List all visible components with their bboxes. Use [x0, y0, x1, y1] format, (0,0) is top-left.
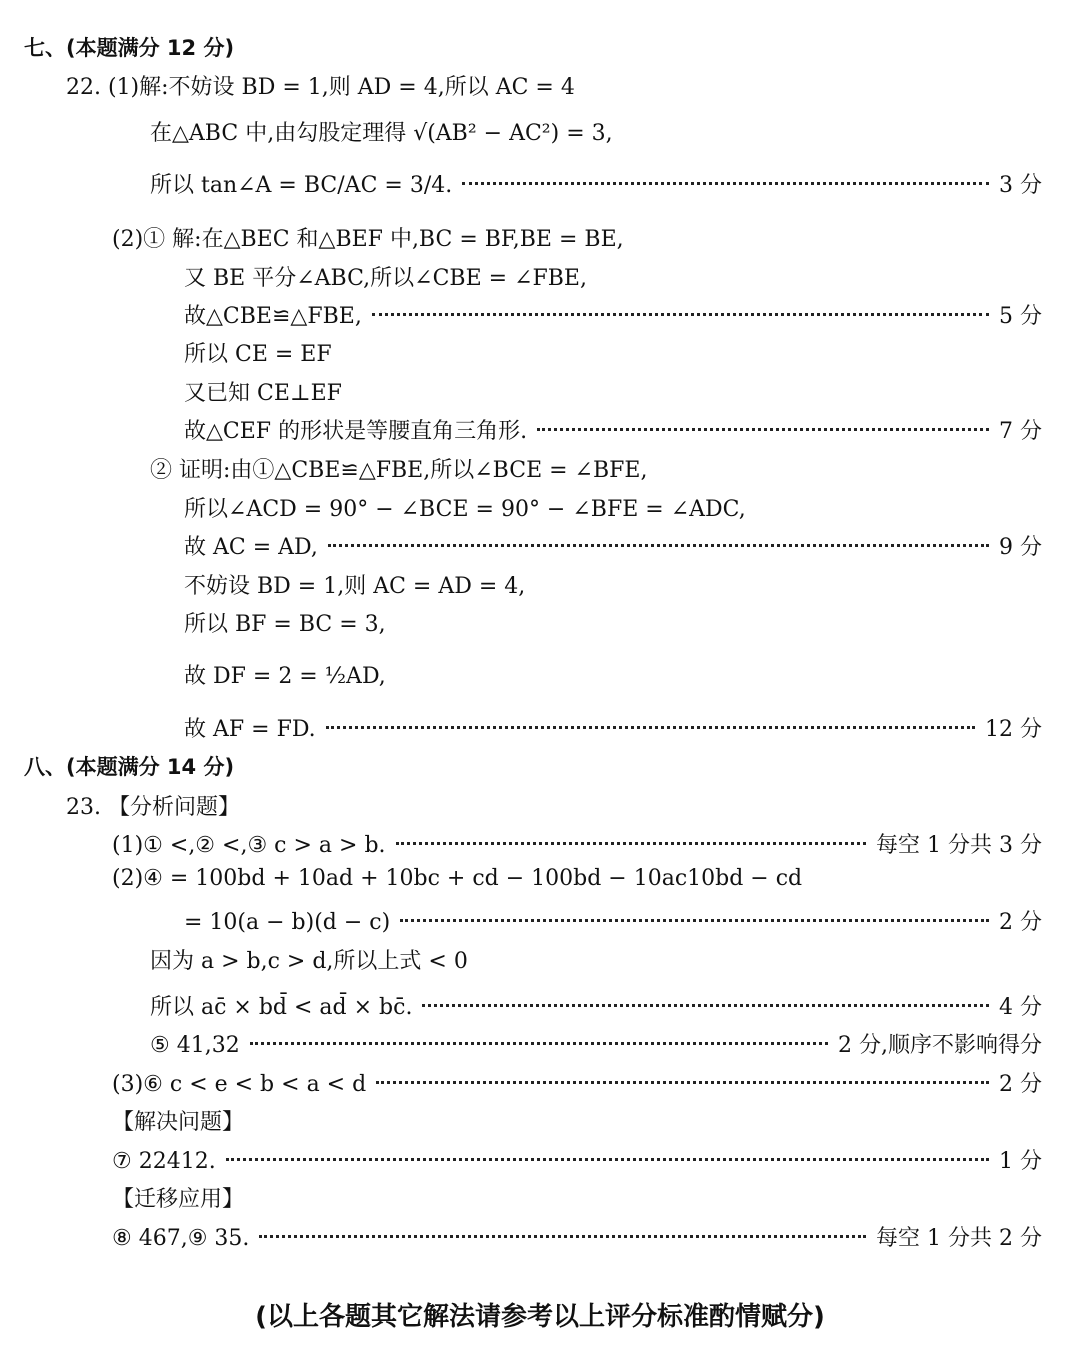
score-label: 12 分: [985, 717, 1042, 742]
q22-line-3: [150, 168, 1042, 199]
leader-dots: [328, 544, 989, 547]
q23-answer-5: ⑤ 41,32: [150, 1033, 240, 1058]
q23-line-3: [112, 866, 1042, 891]
q22-line-5: [184, 261, 1042, 292]
q23-answer-7: ⑦ 22412.: [112, 1149, 216, 1174]
q22-assume: 不妨设 BD = 1,则 AC = AD = 4,: [184, 574, 526, 599]
leader-dots: [326, 726, 975, 729]
q23-line-6: [150, 990, 1042, 1021]
section-8-heading: [24, 751, 1042, 781]
score-label: 5 分: [999, 304, 1042, 329]
score-label: 每空 1 分共 2 分: [876, 1226, 1042, 1251]
q23-line-9: [112, 1105, 1042, 1136]
leader-dots: [537, 428, 989, 431]
q23-line-4: [184, 905, 1042, 936]
score-label: 4 分: [999, 995, 1042, 1020]
q23-line-7: [150, 1028, 1042, 1059]
q22-part2-intro: (2)① 解:在△BEC 和△BEF 中,BC = BF,BE = BE,: [112, 227, 624, 252]
q22-line-2: [150, 116, 1042, 147]
q22-line-9: [184, 414, 1042, 445]
score-label: 2 分,顺序不影响得分: [838, 1033, 1042, 1058]
q22-line-13: [184, 569, 1042, 600]
leader-dots: [400, 919, 989, 922]
leader-dots: [376, 1081, 989, 1084]
q22-angle-equality: 所以∠ACD = 90° − ∠BCE = 90° − ∠BFE = ∠ADC,: [184, 497, 746, 522]
q22-line-4: [112, 222, 1042, 253]
q23-apply-heading: 【迁移应用】: [112, 1187, 245, 1212]
q23-conclusion: 所以 ac̄ × bd̄ < ad̄ × bc̄.: [150, 995, 413, 1020]
q22-line-10: [150, 453, 1042, 484]
q23-line-12: [112, 1221, 1042, 1252]
section-8-title: 八、(本题满分 14 分): [24, 755, 235, 779]
leader-dots: [250, 1042, 828, 1045]
q23-factored: = 10(a − b)(d − c): [184, 910, 391, 935]
q23-because: 因为 a > b,c > d,所以上式 < 0: [150, 949, 468, 974]
score-label: 每空 1 分共 3 分: [876, 833, 1042, 858]
q23-answer-8-9: ⑧ 467,⑨ 35.: [112, 1226, 250, 1251]
q22-proof-intro: ② 证明:由①△CBE≌△FBE,所以∠BCE = ∠BFE,: [150, 458, 648, 483]
leader-dots: [462, 182, 989, 185]
q23-line-11: [112, 1182, 1042, 1213]
score-label: 2 分: [999, 1072, 1042, 1097]
q22-line-6: [184, 299, 1042, 330]
q23-part1: (1)① <,② <,③ c > a > b.: [112, 833, 386, 858]
q22-line-11: [184, 492, 1042, 523]
q22-perpendicular: 又已知 CE⊥EF: [184, 381, 342, 406]
q22-tan-result: 所以 tan∠A = BC/AC = 3/4.: [150, 173, 453, 198]
leader-dots: [372, 313, 989, 316]
section-7-title: 七、(本题满分 12 分): [24, 36, 235, 60]
q23-solve-heading: 【解决问题】: [112, 1110, 245, 1135]
q22-line-7: [184, 337, 1042, 368]
q23-line-10: [112, 1144, 1042, 1175]
score-label: 1 分: [999, 1149, 1042, 1174]
leader-dots: [259, 1235, 866, 1238]
leader-dots: [422, 1004, 989, 1007]
leader-dots: [226, 1158, 989, 1161]
q22-af-fd: 故 AF = FD.: [184, 717, 316, 742]
q23-line-2: [112, 828, 1042, 859]
leader-dots: [396, 842, 867, 845]
q22-pythagoras: 在△ABC 中,由勾股定理得 √(AB² − AC²) = 3,: [150, 121, 613, 146]
q22-part1-intro: 22. (1)解:不妨设 BD = 1,则 AD = 4,所以 AC = 4: [66, 75, 575, 100]
q23-analysis-heading: 23. 【分析问题】: [66, 795, 240, 820]
score-label: 3 分: [999, 173, 1042, 198]
score-label: 7 分: [999, 419, 1042, 444]
q22-df: 故 DF = 2 = ½AD,: [184, 664, 386, 689]
q23-line-5: [150, 944, 1042, 975]
q22-isosceles: 故△CEF 的形状是等腰直角三角形.: [184, 419, 528, 444]
section-7-heading: [24, 32, 1042, 62]
q22-line-14: [184, 607, 1042, 638]
score-label: 2 分: [999, 910, 1042, 935]
q22-line-15: [184, 659, 1042, 690]
q22-line-12: [184, 530, 1042, 561]
q22-bisector: 又 BE 平分∠ABC,所以∠CBE = ∠FBE,: [184, 266, 587, 291]
q22-congruent: 故△CBE≌△FBE,: [184, 304, 362, 329]
q22-line-16: [184, 712, 1042, 743]
score-label: 9 分: [999, 535, 1042, 560]
q22-ac-ad: 故 AC = AD,: [184, 535, 318, 560]
q23-line-1: [66, 790, 1042, 821]
q23-part2-expansion: (2)④ = 100bd + 10ad + 10bc + cd − 100bd − 10ac10bd − cd: [112, 866, 803, 891]
q23-part3: (3)⑥ c < e < b < a < d: [112, 1072, 367, 1097]
q22-ce-ef: 所以 CE = EF: [184, 342, 332, 367]
q22-bf-bc: 所以 BF = BC = 3,: [184, 612, 386, 637]
q22-line-8: [184, 376, 1042, 407]
q22-line-1: [66, 70, 1042, 101]
footer-note: (以上各题其它解法请参考以上评分标准酌情赋分): [255, 1302, 825, 1332]
q23-line-8: [112, 1067, 1042, 1098]
